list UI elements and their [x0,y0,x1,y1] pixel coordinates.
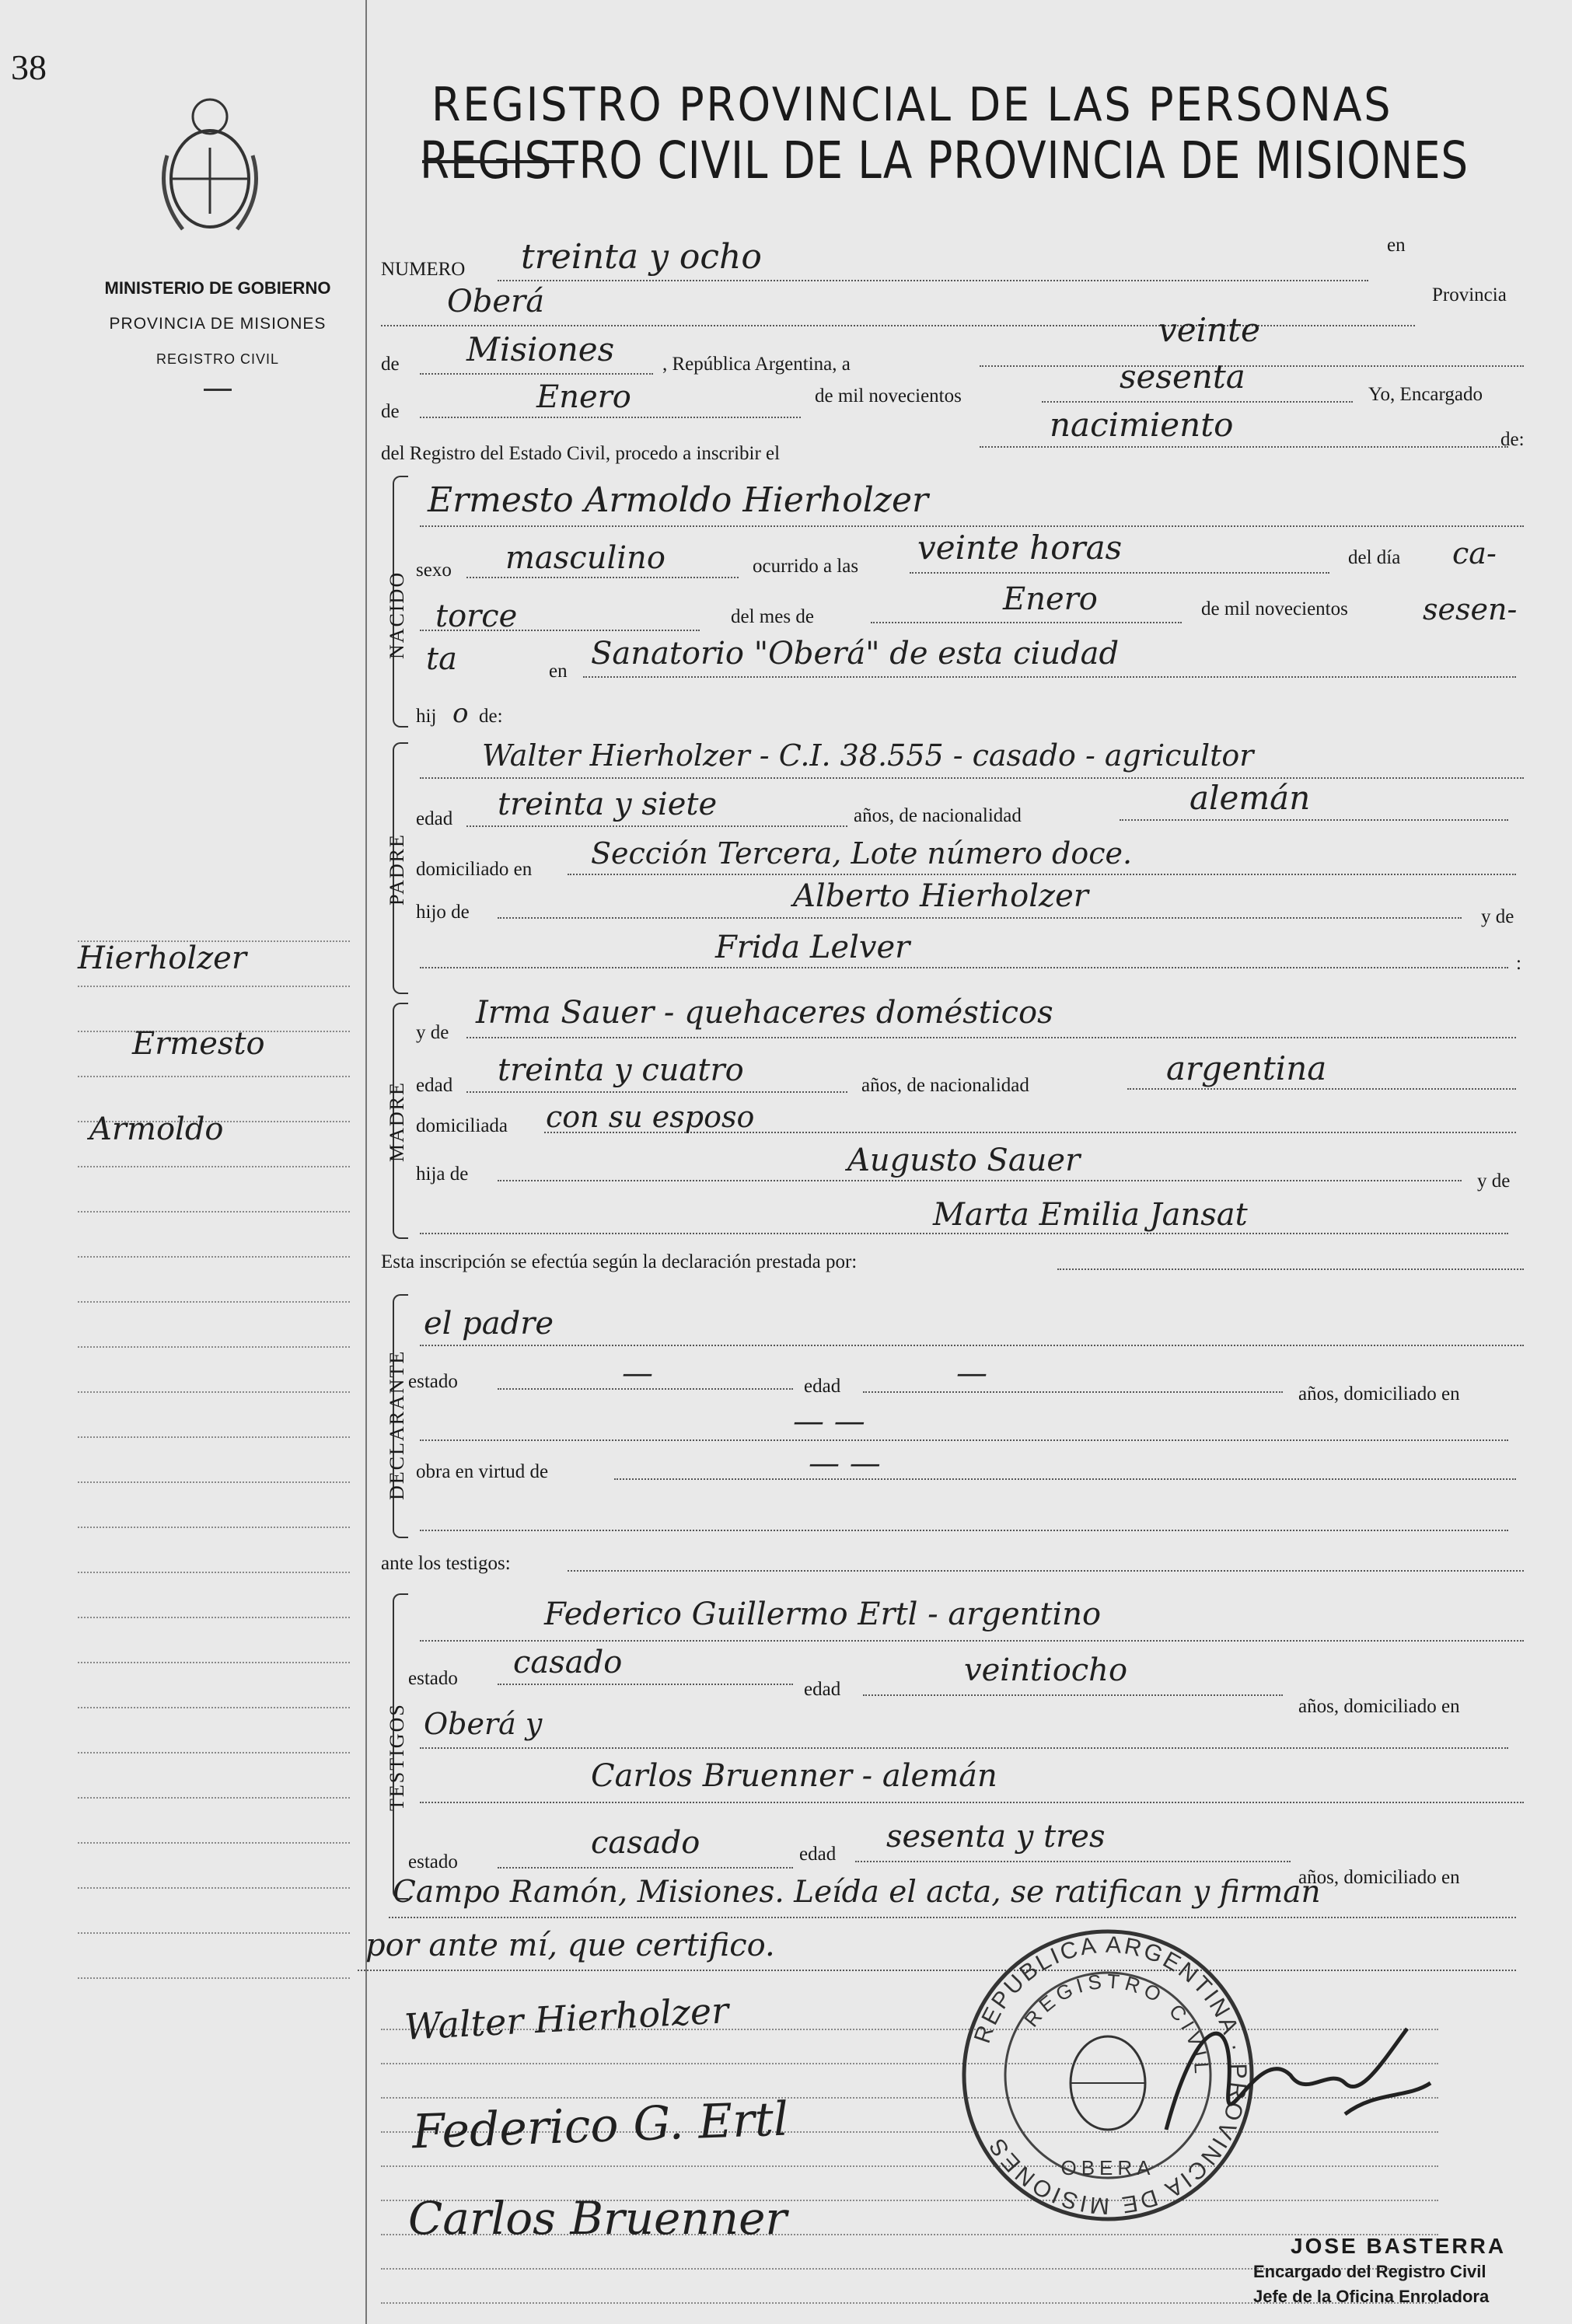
margin-divider [365,0,367,2324]
padre-name-line [420,777,1524,779]
declarante-dom-line [420,1439,1508,1441]
declarante-section-label: DECLARANTE [386,1349,408,1500]
madre-anos-label: años, de nacionalidad [861,1075,1029,1096]
t2-dom-line [389,1917,1516,1918]
t2-edad-line [855,1861,1291,1862]
ministry-line1: MINISTERIO DE GOBIERNO [104,278,331,298]
side-second-name: Armoldo [89,1111,224,1147]
numero-value: treinta y ocho [521,237,762,277]
madre-edad-value: treinta y cuatro [498,1052,744,1088]
madre-edad-label: edad [416,1075,453,1096]
side-first-name: Ermesto [132,1026,265,1062]
margin-rule [78,1211,350,1213]
t1-value: Federico Guillermo Ertl - argentino [544,1596,1102,1632]
margin-rule [78,1346,350,1348]
declarante-anos-label: años, domiciliado en [1298,1384,1460,1405]
header-stamp-line: REGISTRO PROVINCIAL DE LAS PERSONAS [431,78,1393,132]
declarante-estado-value: — [622,1356,653,1391]
closing-line [358,1970,1516,1971]
declarante-edad-value: — [956,1356,987,1391]
madre-section-label: MADRE [386,1081,408,1162]
padre-colon: : [1516,953,1521,974]
padre-nac-line [1120,819,1508,821]
madre-name-line [466,1037,1516,1038]
day-value: veinte [1158,311,1260,349]
margin-rule [78,1527,350,1528]
t1-estado-value: casado [513,1645,623,1680]
margin-rule [78,1797,350,1799]
madre-yde-label: y de [416,1022,449,1043]
margin-rule [78,1842,350,1844]
margin-rule [78,986,350,987]
madre-mother-value: Marta Emilia Jansat [933,1197,1248,1233]
madre-nac-line [1127,1088,1516,1090]
padre-edad-line [466,825,847,827]
padre-hijo-label: hijo de [416,902,470,923]
signature-2: Federico G. Ertl [410,2092,790,2160]
margin-rule [78,1166,350,1167]
province-value: Misiones [466,330,615,368]
declaracion-line [1057,1268,1524,1270]
margin-rule [78,1617,350,1618]
official-name: JOSE BASTERRA [1291,2234,1507,2258]
margin-rule [78,1256,350,1258]
hij-label: hij [416,706,437,727]
madre-father-value: Augusto Sauer [847,1143,1081,1178]
nacido-name-value: Ermesto Armoldo Hierholzer [428,480,929,520]
official-title-2: Jefe de la Oficina Enroladora [1253,2287,1490,2306]
ministry-line3: REGISTRO CIVIL [155,351,280,367]
en-label: en [1387,235,1406,256]
place-line [583,676,1516,678]
ocurrido-label: ocurrido a las [753,556,859,577]
nacido-day-b: torce [435,598,518,634]
milnov-label: de mil novecientos [815,386,962,407]
t1-dom-value: Oberá y [424,1707,543,1741]
coat-of-arms-icon [152,70,268,249]
margin-rule [78,1707,350,1708]
nacido-month-line [871,622,1182,623]
official-title-1: Encargado del Registro Civil [1253,2262,1486,2281]
nacido-year-a: sesen- [1423,592,1518,626]
padre-yde-label: y de [1481,906,1514,927]
t1-estado-label: estado [408,1668,458,1689]
madre-dom-label: domiciliada [416,1115,508,1136]
margin-rule [78,1481,350,1483]
signature-3: Carlos Bruenner [408,2192,788,2245]
closing-value: por ante mí, que certifico. [365,1928,775,1963]
nacido-en-label: en [549,661,568,682]
obra-label: obra en virtud de [416,1461,549,1482]
seal-city-text: OBERA [1060,2156,1155,2179]
t2-anos-label: años, domiciliado en [1298,1867,1460,1888]
nacido-day-a: ca- [1452,536,1497,571]
nacido-milnov-label: de mil novecientos [1201,598,1348,619]
t1-edad-line [863,1694,1283,1696]
margin-rule [78,1662,350,1663]
madre-edad-line [466,1091,847,1093]
padre-mother-line [420,967,1508,968]
madre-hija-label: hija de [416,1164,469,1185]
t2-estado-value: casado [591,1825,700,1861]
deldia-label: del día [1348,547,1401,568]
declarante-edad-label: edad [804,1376,841,1397]
yo-label: Yo, Encargado [1368,384,1483,405]
testigos-label: ante los testigos: [381,1553,511,1574]
padre-father-value: Alberto Hierholzer [793,878,1088,914]
page-number: 38 [11,47,47,87]
signature-1: Walter Hierholzer [403,1989,730,2048]
t1-edad-value: veintiocho [964,1652,1128,1688]
hora-value: veinte horas [917,529,1123,567]
day-line [980,365,1524,367]
header-title: REGISTRO CIVIL DE LA PROVINCIA DE MISIONES [420,131,1469,190]
t2-line [420,1802,1524,1803]
side-surname: Hierholzer [78,940,246,976]
padre-mother-value: Frida Lelver [715,930,910,965]
province-line [420,373,653,375]
declarante-value: el padre [424,1306,554,1342]
margin-rule [78,1932,350,1934]
declarante-estado-label: estado [408,1371,458,1392]
t2-value: Carlos Bruenner - alemán [591,1758,997,1794]
margin-rule [78,1391,350,1393]
provincia-label: Provincia [1432,284,1507,305]
ministry-divider [204,389,232,391]
madre-dom-value: con su esposo [546,1100,755,1134]
padre-dom-line [568,874,1516,875]
padre-edad-value: treinta y siete [498,787,718,822]
del-registro-label: del Registro del Estado Civil, procedo a inscribir el [381,443,781,464]
year-value: sesenta [1120,358,1245,396]
declaracion-label: Esta inscripción se efectúa según la declaración prestada por: [381,1251,858,1272]
declarante-blank-line [420,1530,1508,1531]
declarante-line [420,1345,1524,1346]
declarante-dom-value: — — [793,1404,865,1439]
place-value: Sanatorio "Oberá" de esta ciudad [591,636,1120,672]
margin-rule [78,1301,350,1303]
padre-edad-label: edad [416,808,453,829]
ministry-line2: PROVINCIA DE MISIONES [109,315,327,333]
de-label: de [381,354,400,375]
de3-label: de: [1500,429,1525,450]
t2-edad-label: edad [799,1844,837,1865]
padre-name-value: Walter Hierholzer - C.I. 38.555 - casado - agricultor [482,738,1254,773]
city-value: Oberá [447,284,545,319]
de2-label: de [381,401,400,422]
testigos-section-label: TESTIGOS [386,1703,408,1811]
sexo-label: sexo [416,560,452,581]
obra-line [614,1478,1516,1480]
madre-nac-value: argentina [1166,1049,1327,1087]
hij-value: o [452,698,469,729]
act-value: nacimiento [1050,406,1234,444]
margin-rule [78,1436,350,1438]
republica-label: , República Argentina, a [662,354,851,375]
numero-line [498,280,1368,281]
hora-line [910,572,1329,574]
testigos-line [568,1570,1524,1572]
numero-label: NUMERO [381,259,466,280]
padre-father-line [498,917,1462,919]
nacido-section-label: NACIDO [386,571,408,659]
madre-mother-line [420,1233,1508,1234]
t2-estado-label: estado [408,1851,458,1872]
nacido-name-line [420,525,1524,527]
year-line [1042,401,1353,403]
nacido-month-value: Enero [1003,581,1098,617]
seal-inner-text: REGISTRO CIVIL [1019,1969,1214,2079]
padre-anos-label: años, de nacionalidad [854,805,1022,826]
month-line [420,417,801,418]
padre-dom-label: domiciliado en [416,859,533,880]
t1-edad-label: edad [804,1679,841,1700]
header-strike [422,160,575,163]
act-line [980,446,1508,448]
t2-dom-value: Campo Ramón, Misiones. Leída el acta, se ratifican y firman [393,1875,1321,1910]
margin-rule [78,1977,350,1979]
margin-rule [78,1572,350,1573]
delmes-label: del mes de [731,606,814,627]
hij-de-label: de: [479,706,503,727]
official-signature-icon [1151,1998,1446,2161]
madre-name-value: Irma Sauer - quehaceres domésticos [476,995,1053,1031]
t1-dom-line [420,1747,1508,1749]
t1-anos-label: años, domiciliado en [1298,1696,1460,1717]
obra-value: — — [809,1446,881,1481]
padre-dom-value: Sección Tercera, Lote número doce. [591,836,1133,871]
declarante-edad-line [863,1391,1283,1393]
t1-line [420,1640,1524,1642]
padre-nac-value: alemán [1189,779,1311,817]
seal-outer-text: REPUBLICA ARGENTINA · PROVINCIA DE MISIONES [969,1931,1252,2219]
t2-edad-value: sesenta y tres [886,1819,1106,1855]
sexo-line [466,577,739,578]
month-value: Enero [536,379,631,415]
padre-section-label: PADRE [386,833,408,906]
margin-rule [78,1076,350,1077]
signature-rule [381,2165,1438,2167]
margin-rule [78,1887,350,1889]
t1-estado-line [498,1684,793,1685]
madre-yde2-label: y de [1477,1171,1511,1192]
nacido-year-b: ta [426,641,457,677]
t2-estado-line [498,1867,793,1869]
madre-father-line [498,1180,1462,1181]
sexo-value: masculino [505,540,665,576]
margin-rule [78,1752,350,1753]
